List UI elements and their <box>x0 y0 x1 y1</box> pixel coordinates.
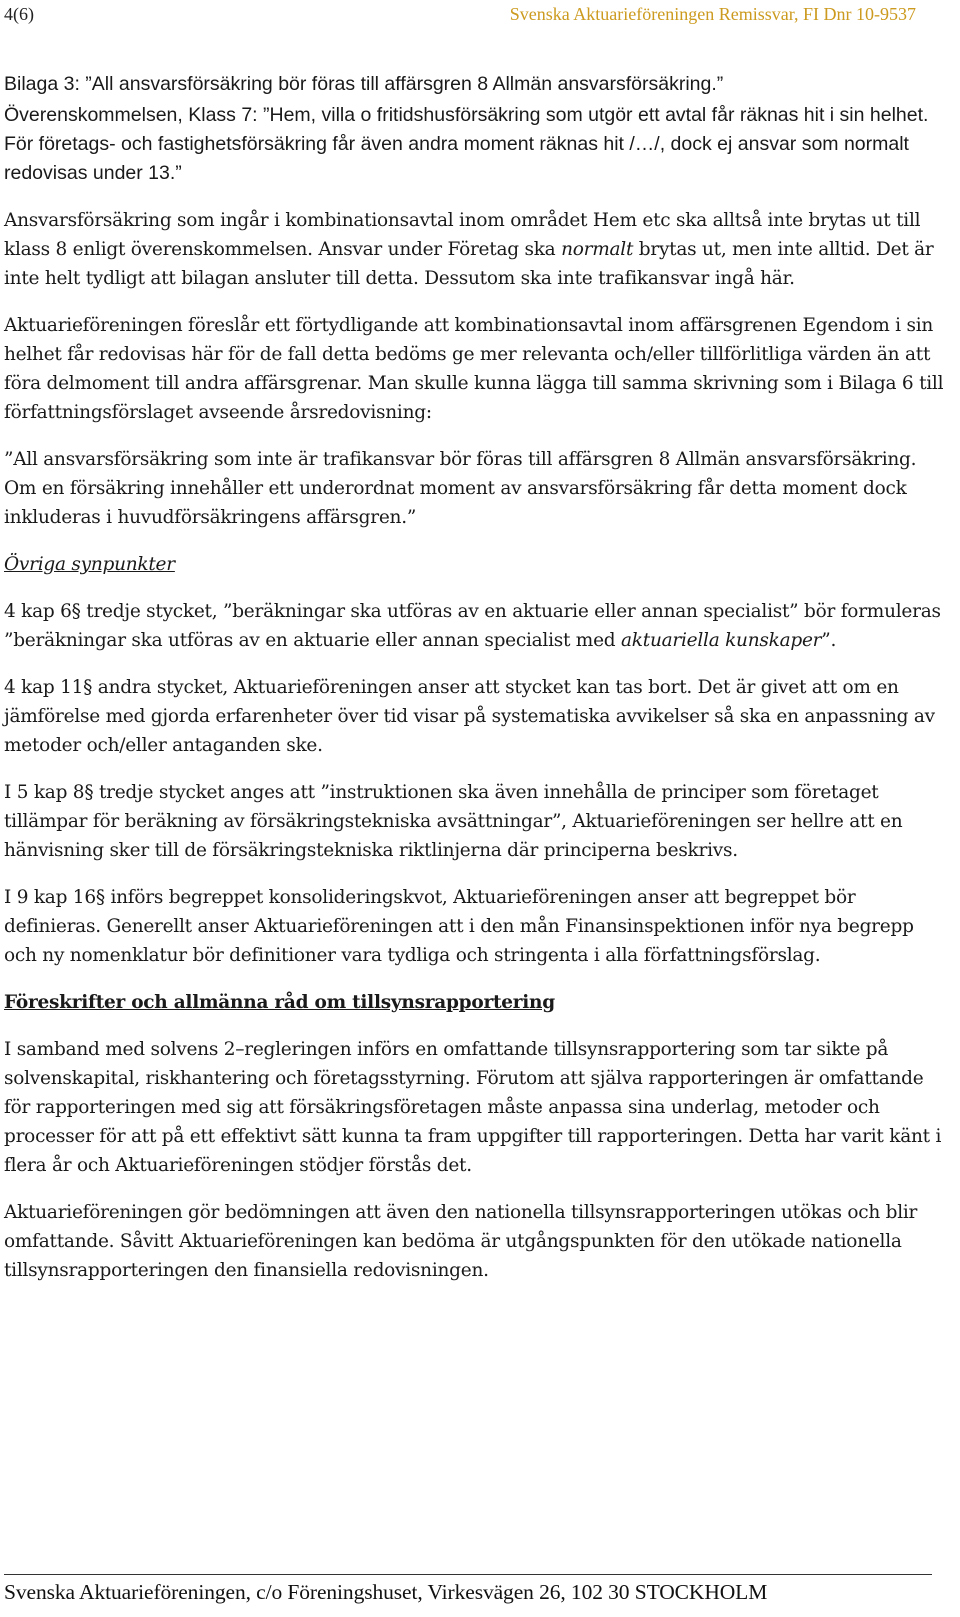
proposal-quote: ”All ansvarsförsäkring som inte är trafikansvar bör föras till affärsgren 8 Allmän ansvarsförsäkring. Om en försäkring innehåller ett underordnat moment av ansvarsförsäkring får detta moment dock inkluderas i huvudförsäkringens affärsgren.” <box>4 449 917 528</box>
emphasis: normalt <box>561 239 634 260</box>
body-paragraph: Aktuarieföreningen föreslår ett förtydligande att kombinationsavtal inom affärsgrenen Egendom i sin helhet får redovisas här för de fall detta bedöms ge mer relevanta och/eller tillförlitliga värden än att föra delmoment till andra affärsgrenar. Man skulle kunna lägga till samma skrivning som i Bilaga 6 till författningsförslaget avseende årsredovisning: <box>4 315 944 423</box>
section-heading-text: Övriga synpunkter <box>4 554 175 575</box>
body-paragraph: Aktuarieföreningen gör bedömningen att även den nationella tillsynsrapporteringen utökas och blir omfattande. Såvitt Aktuarieföreningen kan bedöma är utgångspunkten för den utökade nationella tillsynsrapporteringen den finansiella redovisningen. <box>4 1202 918 1281</box>
page-header <box>0 0 960 28</box>
page-number: 4(6) <box>4 4 34 24</box>
footer-divider <box>4 1574 932 1575</box>
body-paragraph: I 5 kap 8§ tredje stycket anges att ”instruktionen ska även innehålla de principer som företaget tillämpar för beräkning av försäkringstekniska avsättningar”, Aktuarieföreningen ser hellre att en hänvisning sker till de försäkringstekniska riktlinjerna där principerna beskrivs. <box>4 782 903 861</box>
section-heading-foreskrifter <box>4 988 944 1017</box>
body-paragraph: Ansvarsförsäkring som ingår i kombinationsavtal inom området Hem etc ska alltså inte brytas ut till klass 8 enligt överenskommelsen. Ansvar under Företag ska normalt brytas ut, men inte alltid. Det är inte helt tydligt att bilagan ansluter till detta. Dessutom ska inte trafikansvar ingå här. <box>4 210 934 289</box>
footer-address: Svenska Aktuarieföreningen, c/o Föreningshuset, Virkesvägen 26, 102 30 STOCKHOLM <box>4 1580 768 1604</box>
document-body <box>4 70 944 1303</box>
section-heading-text: Föreskrifter och allmänna råd om tillsynsrapportering <box>4 992 555 1013</box>
quote-paragraph <box>4 70 944 99</box>
body-paragraph: I samband med solvens 2–regleringen införs en omfattande tillsynsrapportering som tar sikte på solvenskapital, riskhantering och företagsstyrning. Förutom att själva rapporteringen är omfattande för rapporteringen med sig att försäkringsföretagen måste anpassa sina underlag, metoder och processer för att på ett effektivt sätt kunna ta fram uppgifter till rapporteringen. Detta har varit känt i flera år och Aktuarieföreningen stödjer förstås det. <box>4 1039 942 1176</box>
section-heading-ovriga <box>4 550 944 579</box>
body-paragraph: 4 kap 6§ tredje stycket, ”beräkningar ska utföras av en aktuarie eller annan specialist” bör formuleras ”beräkningar ska utföras av en aktuarie eller annan specialist med aktuariella kunskaper”. <box>4 601 941 651</box>
body-paragraph: 4 kap 11§ andra stycket, Aktuarieföreningen anser att stycket kan tas bort. Det är givet att om en jämförelse med gjorda erfarenheter över tid visar på systematiska avvikelser så ska en anpassning av metoder och/eller antaganden ske. <box>4 677 935 756</box>
agreement-paragraph <box>4 101 944 188</box>
emphasis: aktuariella kunskaper <box>621 630 822 651</box>
body-paragraph: I 9 kap 16§ införs begreppet konsolideringskvot, Aktuarieföreningen anser att begreppet bör definieras. Generellt anser Aktuarieföreningen att i den mån Finansinspektionen inför nya begrepp och ny nomenklatur bör definitioner vara tydliga och stringenta i alla författningsförslag. <box>4 887 914 966</box>
document-reference: Svenska Aktuarieföreningen Remissvar, FI Dnr 10-9537 <box>509 4 916 24</box>
agreement-text: Överenskommelsen, Klass 7: ”Hem, villa o fritidshusförsäkring som utgör ett avtal får räknas hit i sin helhet. För företags- och fastighetsförsäkring får även andra moment räknas hit /…/, dock ej ansvar som normalt redovisas under 13.” <box>4 104 929 184</box>
quote-line: Bilaga 3: ”All ansvarsförsäkring bör föras till affärsgren 8 Allmän ansvarsförsäkring.” <box>4 73 724 95</box>
